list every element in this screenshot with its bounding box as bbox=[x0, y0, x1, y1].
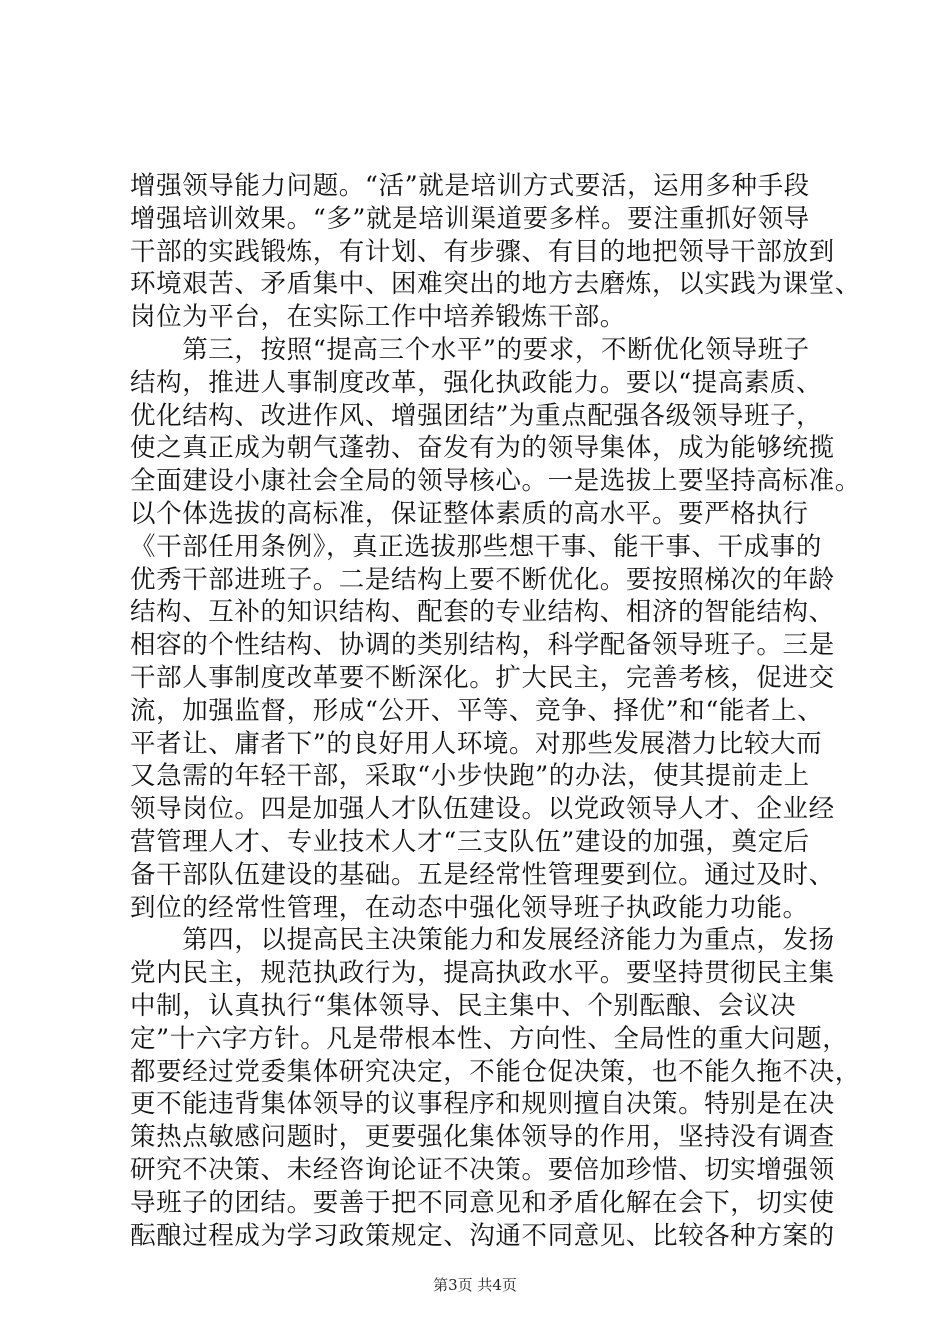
text-line: 研究不决策、未经咨询论证不决策。要倍加珍惜、切实增强领 bbox=[130, 1154, 835, 1185]
text-line: 增强培训效果。“多”就是培训渠道要多样。要注重抓好领导 bbox=[130, 203, 810, 234]
text-line: 都要经过党委集体研究决定，不能仓促决策，也不能久拖不决， bbox=[130, 1056, 861, 1087]
text-line: 优化结构、改进作风、增强团结”为重点配强各级领导班子， bbox=[130, 400, 823, 431]
text-line: 增强领导能力问题。“活”就是培训方式要活，运用多种手段 bbox=[130, 171, 810, 201]
text-line: 备干部队伍建设的基础。五是经常性管理要到位。通过及时、 bbox=[130, 859, 835, 890]
text-line: 党内民主，规范执政行为，提高执政水平。要坚持贯彻民主集 bbox=[130, 958, 835, 989]
text-line: 策热点敏感问题时，更要强化集体领导的作用，坚持没有调查 bbox=[130, 1122, 835, 1153]
text-line: 又急需的年轻干部，采取“小步快跑”的办法，使其提前走上 bbox=[130, 761, 810, 792]
text-line: 相容的个性结构、协调的类别结构，科学配备领导班子。三是 bbox=[130, 630, 835, 661]
text-line: 岗位为平台，在实际工作中培养锻炼干部。 bbox=[130, 302, 626, 333]
page-number-footer: 第3页 共4页 bbox=[433, 1276, 517, 1294]
text-line: 中制，认真执行“集体领导、民主集中、个别酝酿、会议决 bbox=[130, 990, 797, 1021]
text-line: 更不能违背集体领导的议事程序和规则擅自决策。特别是在决 bbox=[130, 1089, 835, 1120]
text-line: 干部人事制度改革要不断深化。扩大民主，完善考核，促进交 bbox=[130, 662, 835, 693]
text-line: 定”十六字方针。凡是带根本性、方向性、全局性的重大问题， bbox=[130, 1023, 849, 1054]
text-line: 领导岗位。四是加强人才队伍建设。以党政领导人才、企业经 bbox=[130, 794, 835, 825]
text-line: 结构、互补的知识结构、配套的专业结构、相济的智能结构、 bbox=[130, 597, 835, 628]
text-line: 到位的经常性管理，在动态中强化领导班子执政能力功能。 bbox=[130, 892, 809, 923]
text-line: 全面建设小康社会全局的领导核心。一是选拔上要坚持高标准。 bbox=[130, 466, 861, 497]
text-line: 第四，以提高民主决策能力和发展经济能力为重点，发扬 bbox=[130, 925, 835, 956]
text-line: 优秀干部进班子。二是结构上要不断优化。要按照梯次的年龄 bbox=[130, 564, 835, 595]
text-line: 第三，按照“提高三个水平”的要求，不断优化领导班子 bbox=[130, 334, 810, 365]
text-line: 酝酿过程成为学习政策规定、沟通不同意见、比较各种方案的 bbox=[130, 1220, 835, 1251]
text-line: 环境艰苦、矛盾集中、困难突出的地方去磨炼，以实践为课堂、 bbox=[130, 269, 861, 300]
text-line: 使之真正成为朝气蓬勃、奋发有为的领导集体，成为能够统揽 bbox=[130, 433, 835, 464]
text-line: 干部的实践锻炼，有计划、有步骤、有目的地把领导干部放到 bbox=[130, 236, 835, 267]
text-line: 平者让、庸者下”的良好用人环境。对那些发展潜力比较大而 bbox=[130, 728, 823, 759]
text-line: 流，加强监督，形成“公开、平等、竞争、择优”和“能者上、 bbox=[130, 695, 824, 726]
text-line: 营管理人才、专业技术人才“三支队伍”建设的加强，奠定后 bbox=[130, 826, 810, 857]
text-line: 结构，推进人事制度改革，强化执政能力。要以“提高素质、 bbox=[130, 367, 823, 398]
text-line: 导班子的团结。要善于把不同意见和矛盾化解在会下，切实使 bbox=[130, 1187, 835, 1218]
text-line: 《干部任用条例》，真正选拔那些想干事、能干事、干成事的 bbox=[130, 531, 822, 562]
text-line: 以个体选拔的高标准，保证整体素质的高水平。要严格执行 bbox=[130, 498, 809, 529]
document-body bbox=[130, 170, 861, 1252]
